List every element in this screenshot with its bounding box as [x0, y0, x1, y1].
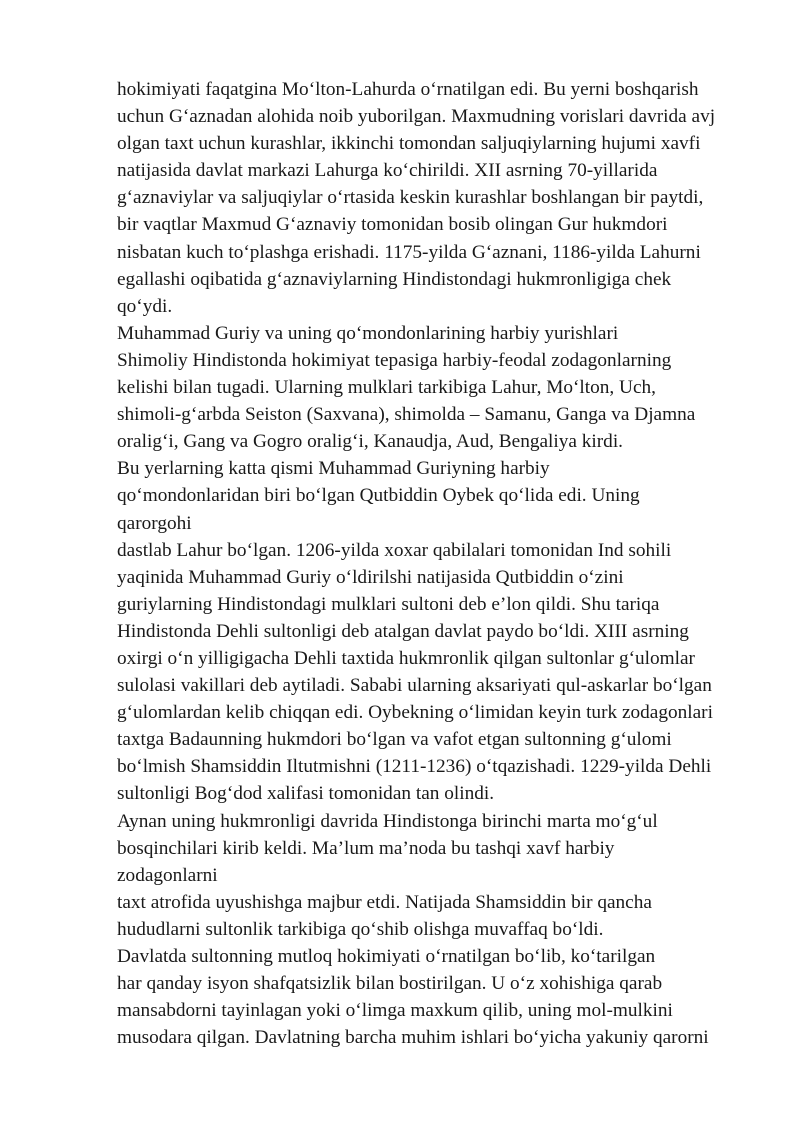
text-line: nisbatan kuch to‘plashga erishadi. 1175-yilda G‘aznani, 1186-yilda Lahurni — [117, 241, 701, 263]
text-line: har qanday isyon shafqatsizlik bilan bostirilgan. U o‘z xohishiga qarab — [117, 973, 663, 995]
text-line: bir vaqtlar Maxmud G‘aznaviy tomonidan bosib olingan Gur hukmdori — [117, 214, 668, 236]
text-line: sultonligi Bog‘dod xalifasi tomonidan tan olindi. — [117, 783, 495, 805]
text-line: qarorgohi — [117, 512, 192, 534]
text-line: bosqinchilari kirib keldi. Ma’lum ma’noda bu tashqi xavf harbiy — [117, 837, 615, 859]
text-line: g‘ulomlardan kelib chiqqan edi. Oybekning o‘limidan keyin turk zodagonlari — [117, 702, 713, 724]
text-line: natijasida davlat markazi Lahurga ko‘chirildi. XII asrning 70-yillarida — [117, 160, 658, 182]
text-line: oralig‘i, Gang va Gogro oralig‘i, Kanaudja, Aud, Bengaliya kirdi. — [117, 431, 624, 453]
text-line: Shimoliy Hindistonda hokimiyat tepasiga harbiy-feodal zodagonlarning — [117, 349, 672, 371]
text-line: sulolasi vakillari deb aytiladi. Sababi ularning aksariyati qul-askarlar bo‘lgan — [117, 675, 712, 697]
text-line: shimoli-g‘arbda Seiston (Saxvana), shimolda – Samanu, Ganga va Djamna — [117, 404, 696, 426]
text-line: uchun G‘aznadan alohida noib yuborilgan. Maxmudning vorislari davrida avj — [117, 106, 716, 128]
text-line: egallashi oqibatida g‘aznaviylarning Hindistondagi hukmronligiga chek — [117, 268, 672, 290]
body-text — [117, 76, 757, 1051]
text-line: Bu yerlarning katta qismi Muhammad Guriyning harbiy — [117, 458, 550, 480]
text-line: oxirgi o‘n yilligigacha Dehli taxtida hukmronlik qilgan sultonlar g‘ulomlar — [117, 647, 695, 669]
text-line: dastlab Lahur bo‘lgan. 1206-yilda xoxar qabilalari tomonidan Ind sohili — [117, 539, 672, 561]
text-line: hududlarni sultonlik tarkibiga qo‘shib olishga muvaffaq bo‘ldi. — [117, 918, 604, 940]
text-line: yaqinida Muhammad Guriy o‘ldirilshi natijasida Qutbiddin o‘zini — [117, 566, 624, 588]
text-line: kelishi bilan tugadi. Ularning mulklari tarkibiga Lahur, Mo‘lton, Uch, — [117, 377, 656, 399]
text-line: qo‘mondonlaridan biri bo‘lgan Qutbiddin Oybek qo‘lida edi. Uning — [117, 485, 640, 507]
text-line: zodagonlarni — [117, 864, 218, 886]
text-line: qo‘ydi. — [117, 295, 173, 317]
text-line: olgan taxt uchun kurashlar, ikkinchi tomondan saljuqiylarning hujumi xavfi — [117, 133, 701, 155]
text-line: taxt atrofida uyushishga majbur etdi. Natijada Shamsiddin bir qancha — [117, 891, 652, 913]
text-line: musodara qilgan. Davlatning barcha muhim ishlari bo‘yicha yakuniy qarorni — [117, 1027, 709, 1049]
text-line: hokimiyati faqatgina Mo‘lton-Lahurda o‘rnatilgan edi. Bu yerni boshqarish — [117, 79, 699, 100]
text-line: g‘aznaviylar va saljuqiylar o‘rtasida keskin kurashlar boshlangan bir paytdi, — [117, 187, 704, 209]
text-line: Aynan uning hukmronligi davrida Hindistonga birinchi marta mo‘g‘ul — [117, 810, 658, 832]
text-line: mansabdorni tayinlagan yoki o‘limga maxkum qilib, uning mol-mulkini — [117, 1000, 673, 1022]
text-line: bo‘lmish Shamsiddin Iltutmishni (1211-1236) o‘tqazishadi. 1229-yilda Dehli — [117, 756, 712, 778]
text-line: Muhammad Guriy va uning qo‘mondonlarining harbiy yurishlari — [117, 322, 619, 344]
text-line: Hindistonda Dehli sultonligi deb atalgan davlat paydo bo‘ldi. XIII asrning — [117, 620, 689, 642]
text-line: guriylarning Hindistondagi mulklari sultoni deb e’lon qildi. Shu tariqa — [117, 593, 660, 615]
text-line: taxtga Badaunning hukmdori bo‘lgan va vafot etgan sultonning g‘ulomi — [117, 729, 672, 751]
text-line: Davlatda sultonning mutloq hokimiyati o‘rnatilgan bo‘lib, ko‘tarilgan — [117, 946, 656, 967]
